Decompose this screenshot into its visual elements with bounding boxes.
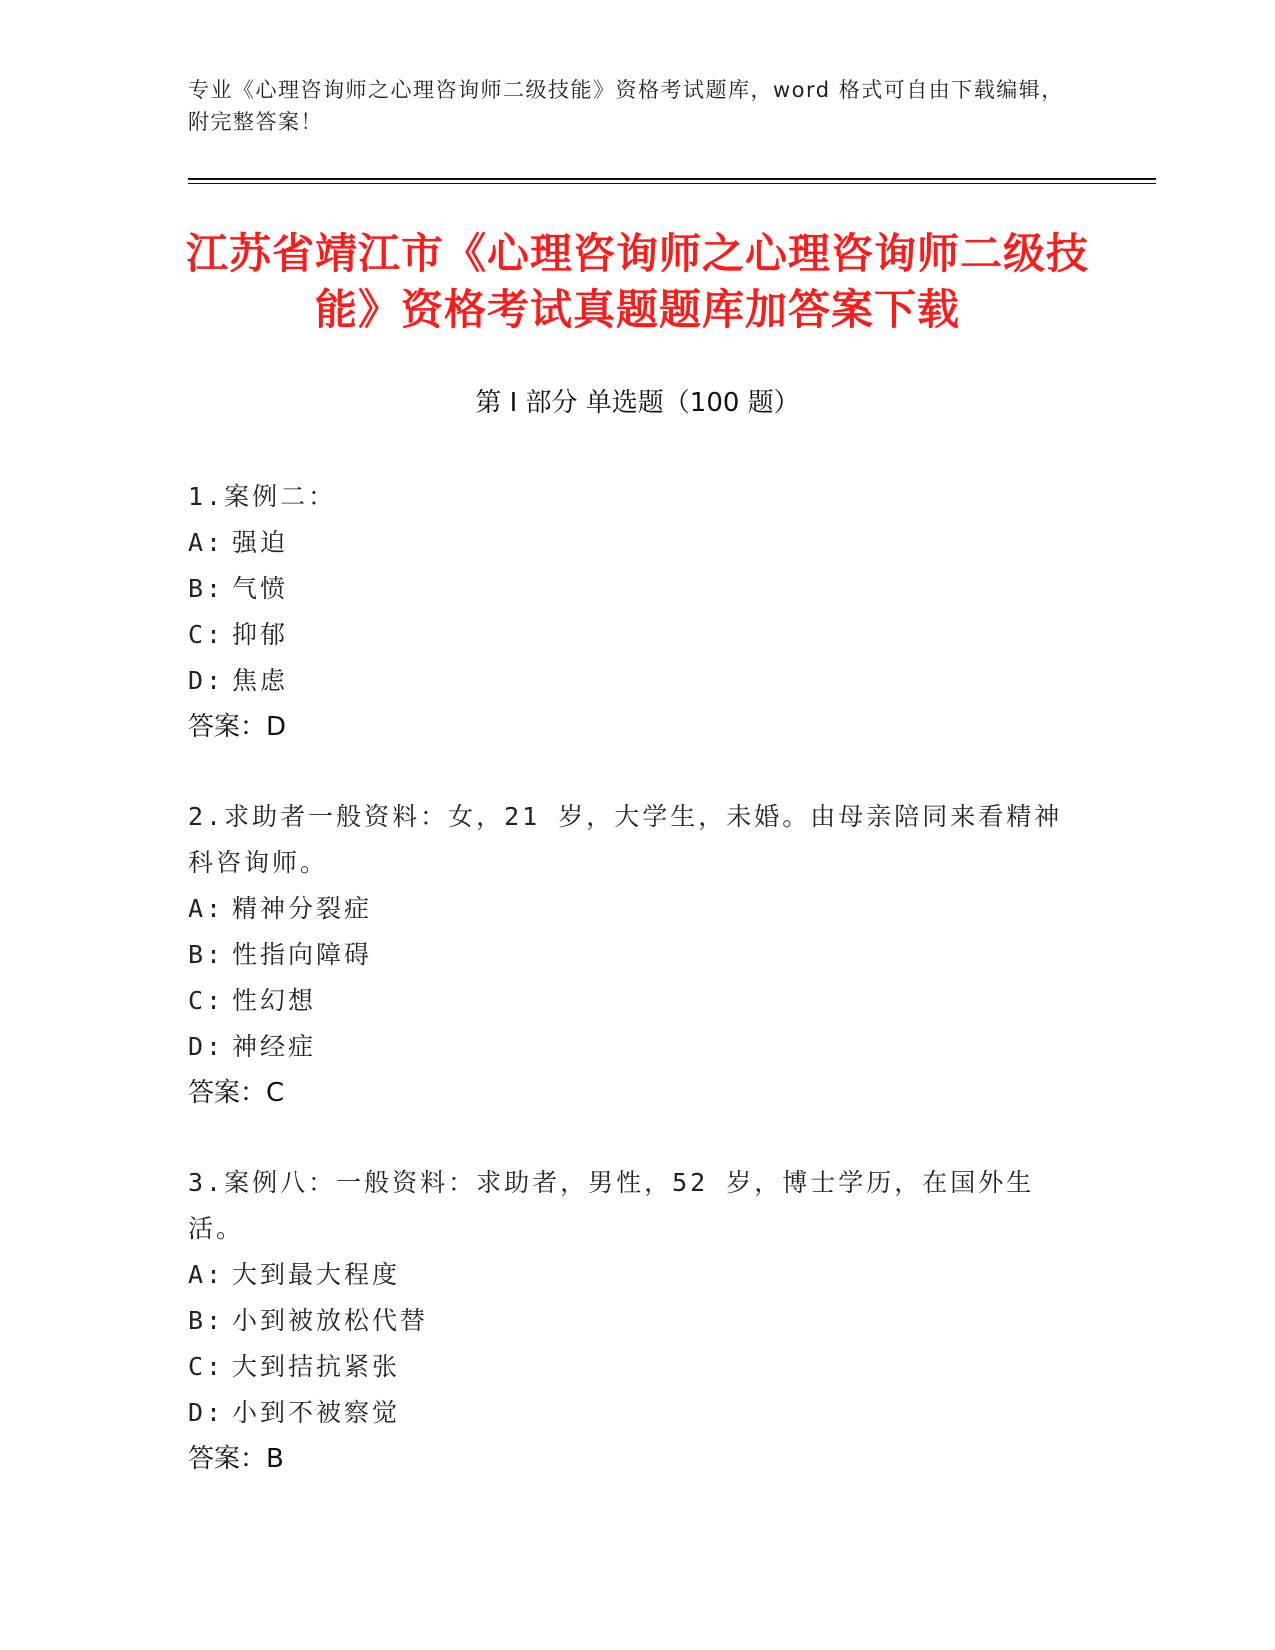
option-b bbox=[188, 566, 1068, 612]
option-key: D: bbox=[188, 666, 225, 695]
option-text: 性指向障碍 bbox=[232, 940, 373, 969]
option-key: C: bbox=[188, 620, 225, 649]
question-3 bbox=[188, 1160, 1068, 1482]
option-text: 焦虑 bbox=[232, 666, 289, 695]
option-text: 小到不被察觉 bbox=[232, 1398, 401, 1427]
answer-line: 答案：C bbox=[188, 1078, 285, 1108]
option-b bbox=[188, 1298, 1068, 1344]
document-title: 江苏省靖江市《心理咨询师之心理咨询师二级技能》资格考试真题题库加答案下载 bbox=[185, 229, 1089, 334]
header-divider-thin bbox=[188, 183, 1156, 184]
option-text: 强迫 bbox=[232, 528, 289, 557]
option-c bbox=[188, 978, 1068, 1024]
option-key: A: bbox=[188, 1260, 225, 1289]
answer-line: 答案：D bbox=[188, 712, 287, 742]
option-text: 神经症 bbox=[232, 1032, 317, 1061]
option-text: 大到最大程度 bbox=[232, 1260, 401, 1289]
option-a bbox=[188, 520, 1068, 566]
option-c bbox=[188, 612, 1068, 658]
option-d bbox=[188, 1024, 1068, 1070]
question-stem: 2.求助者一般资料：女，21 岁，大学生，未婚。由母亲陪同来看精神科咨询师。 bbox=[188, 802, 1063, 877]
question-1 bbox=[188, 474, 1068, 750]
option-b bbox=[188, 932, 1068, 978]
option-key: D: bbox=[188, 1032, 225, 1061]
question-stem: 1.案例二： bbox=[188, 482, 337, 511]
option-text: 性幻想 bbox=[232, 986, 317, 1015]
option-key: B: bbox=[188, 1306, 225, 1335]
option-key: C: bbox=[188, 1352, 225, 1381]
option-text: 小到被放松代替 bbox=[232, 1306, 429, 1335]
option-key: B: bbox=[188, 940, 225, 969]
header-note: 专业《心理咨询师之心理咨询师二级技能》资格考试题库，word 格式可自由下载编辑，附完整答案！ bbox=[188, 78, 1064, 134]
option-key: C: bbox=[188, 986, 225, 1015]
question-list bbox=[188, 474, 1068, 1526]
option-text: 大到拮抗紧张 bbox=[232, 1352, 401, 1381]
option-d bbox=[188, 1390, 1068, 1436]
option-key: A: bbox=[188, 528, 225, 557]
option-a bbox=[188, 1252, 1068, 1298]
answer-line: 答案：B bbox=[188, 1444, 284, 1474]
option-a bbox=[188, 886, 1068, 932]
option-text: 抑郁 bbox=[232, 620, 289, 649]
option-text: 气愤 bbox=[232, 574, 289, 603]
option-key: A: bbox=[188, 894, 225, 923]
option-c bbox=[188, 1344, 1068, 1390]
header-divider-thick bbox=[188, 178, 1156, 180]
question-stem: 3.案例八：一般资料：求助者，男性，52 岁，博士学历，在国外生活。 bbox=[188, 1168, 1035, 1243]
section-heading: 第 I 部分 单选题（100 题） bbox=[475, 388, 800, 418]
question-2 bbox=[188, 794, 1068, 1116]
option-key: B: bbox=[188, 574, 225, 603]
option-key: D: bbox=[188, 1398, 225, 1427]
option-d bbox=[188, 658, 1068, 704]
option-text: 精神分裂症 bbox=[232, 894, 373, 923]
